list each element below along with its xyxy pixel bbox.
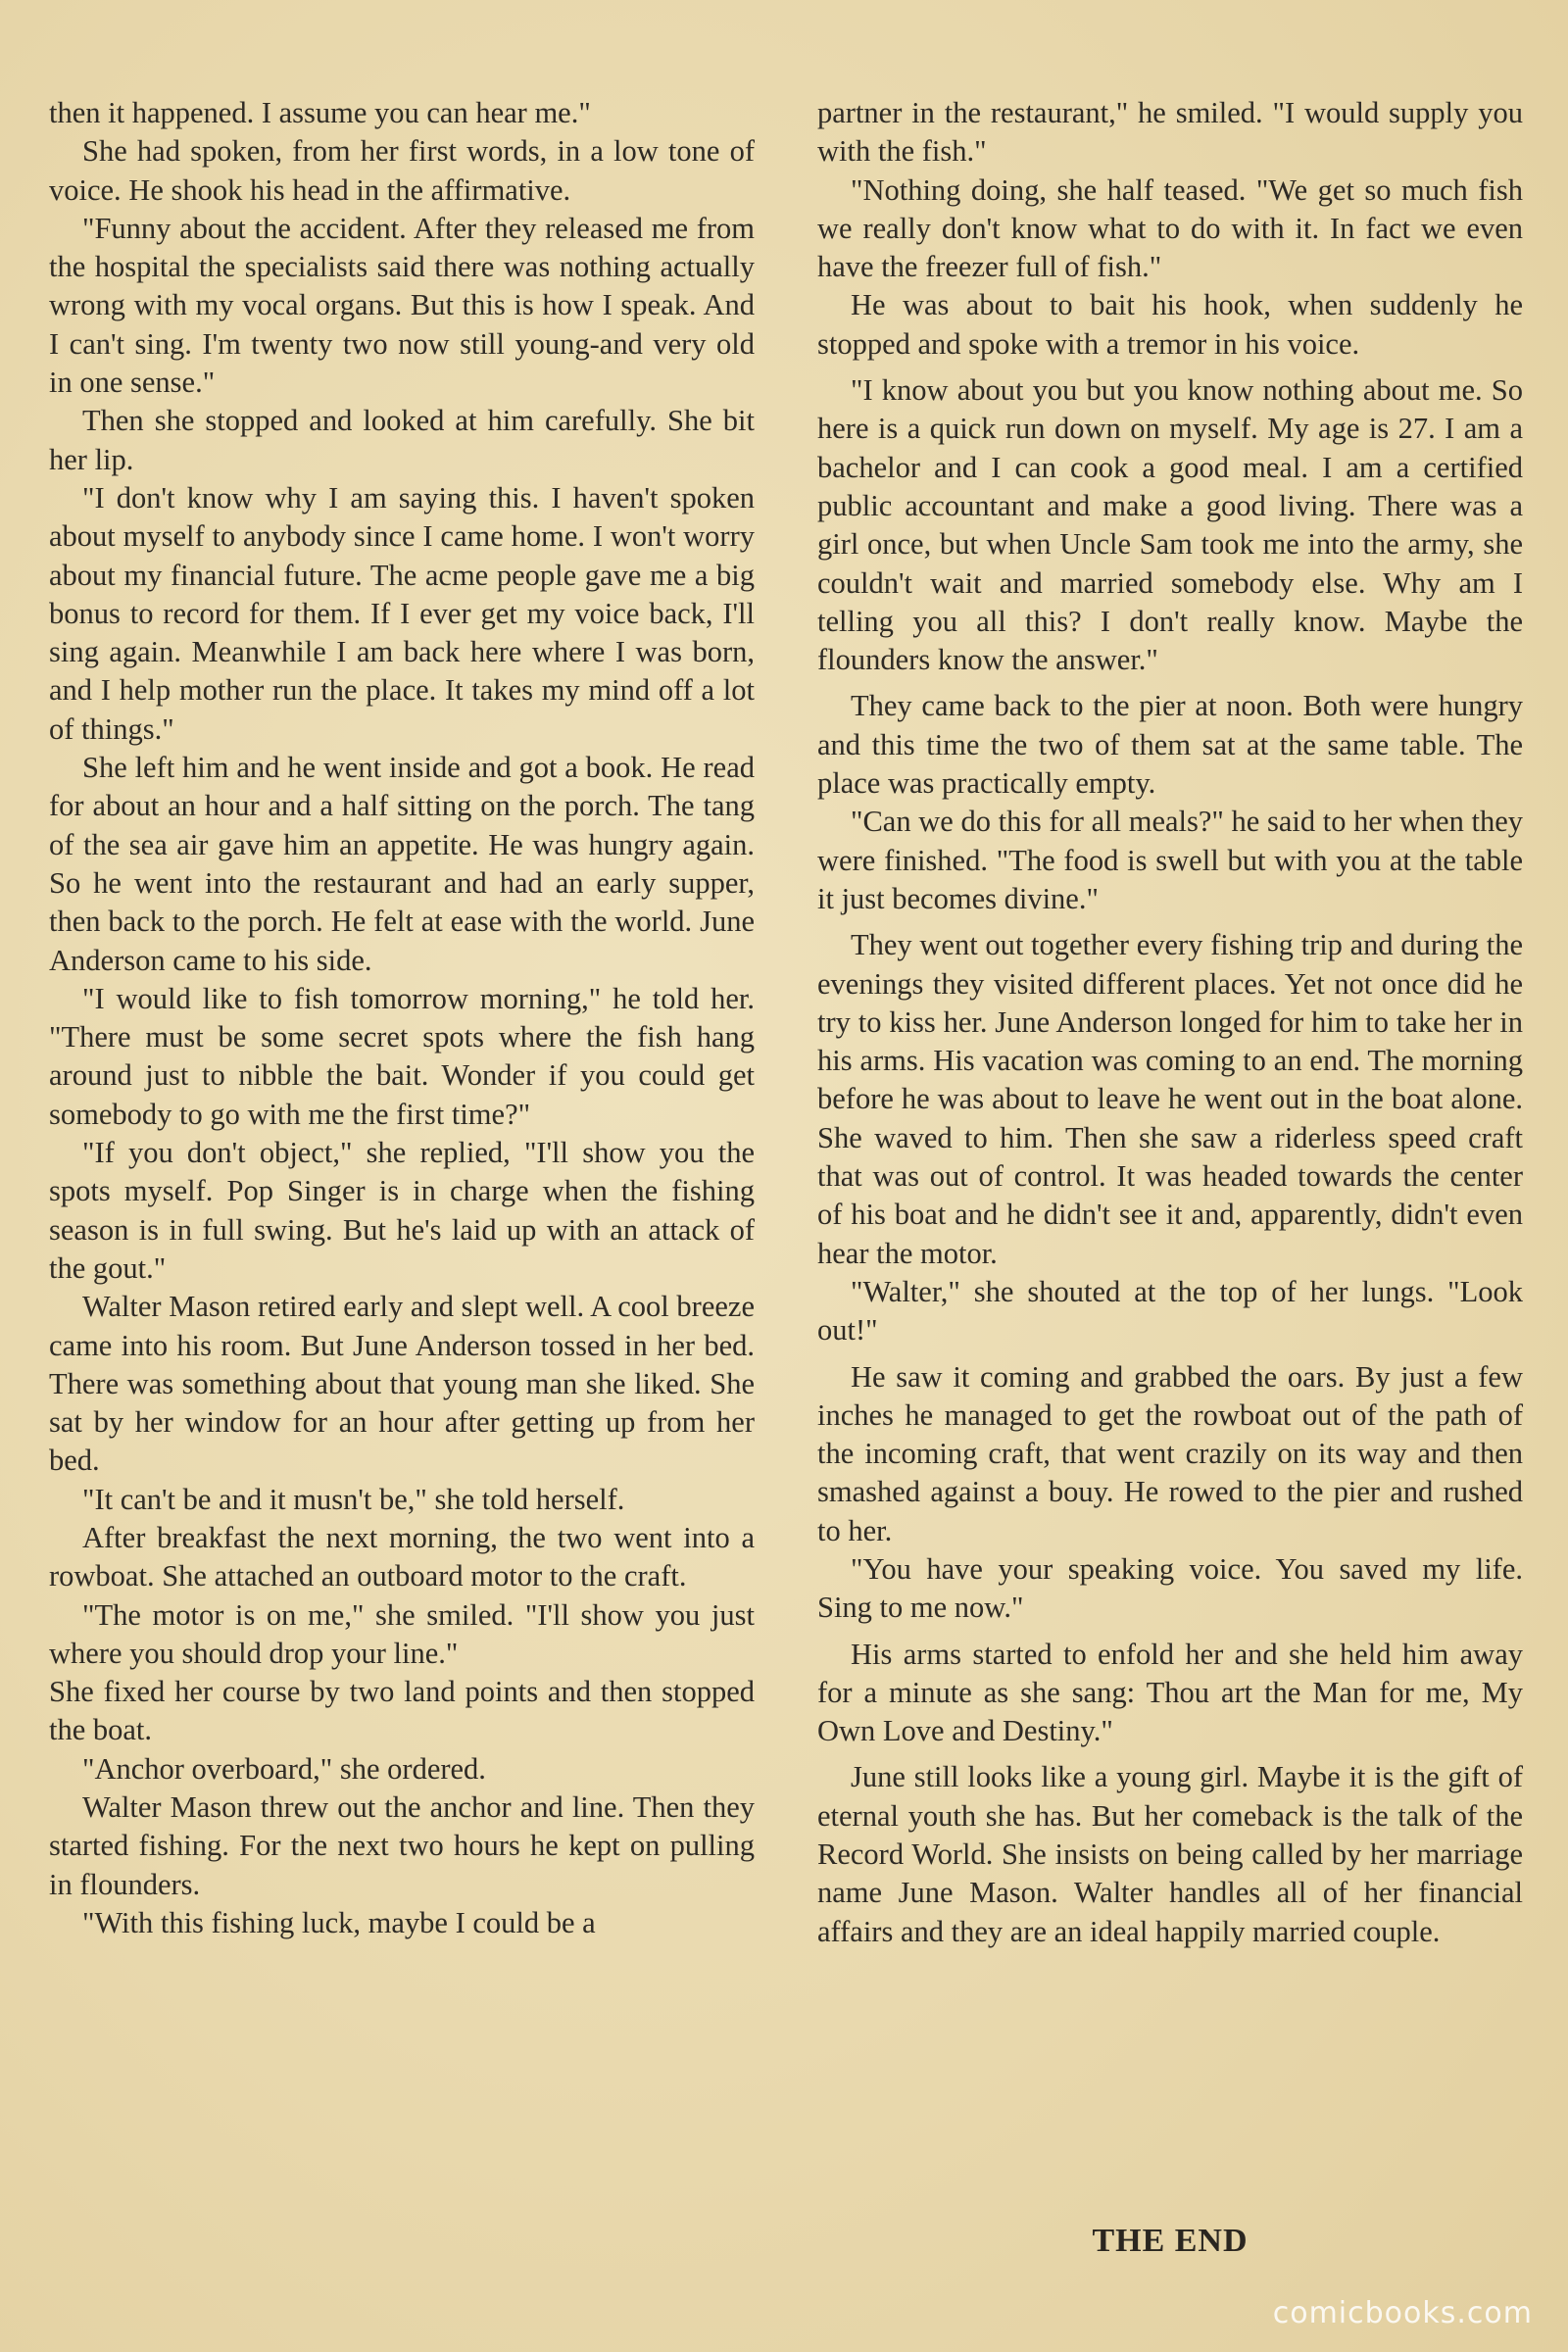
paragraph: She left him and he went inside and got a book. He read for about an hour and a half sitting on the porch. The tang of the sea air gave him an appetite. He was hungry again. So he went into the restaurant and had an early supper, then back to the porch. He felt at ease with the world. June Anderson came to his side. — [49, 751, 755, 977]
paragraph: They went out together every fishing trip and during the evenings they visited different places. Yet not once did he try to kiss her. June Anderson longed for him to take her in his arms. His vacation was coming to an end. The morning before he was about to leave he went out in the boat alone. She waved to him. Then she saw a riderless speed craft that was out of control. It was headed towards the center of his boat and he didn't see it and, apparently, didn't even hear the motor. — [817, 928, 1523, 1270]
paragraph: His arms started to enfold her and she held him away for a minute as she sang: Thou art the Man for me, My Own Love and Destiny." — [817, 1637, 1523, 1748]
paragraph: "I would like to fish tomorrow morning," he told her. "There must be some secret spots where the fish hang around just to nibble the bait. Wonder if you could get somebody to go with me the first time?" — [49, 981, 755, 1131]
paragraph: "You have your speaking voice. You saved my life. Sing to me now." — [817, 1551, 1523, 1625]
paragraph: They came back to the pier at noon. Both were hungry and this time the two of them sat at the same table. The place was practically empty. — [817, 689, 1523, 801]
paragraph: "Anchor overboard," she ordered. — [82, 1751, 486, 1786]
paragraph: then it happened. I assume you can hear me." — [49, 96, 591, 129]
paragraph: After breakfast the next morning, the two went into a rowboat. She attached an outboard motor to the craft. — [49, 1520, 755, 1593]
paragraph: "I don't know why I am saying this. I haven't spoken about myself to anybody since I came home. I won't worry about my financial future. The acme people gave me a big bonus to record for them. If I ever get my voice back, I'll sing again. Meanwhile I am back here where I was born, and I help mother run the place. It takes my mind off a lot of things." — [49, 480, 755, 746]
paragraph: "Nothing doing, she half teased. "We get so much fish we really don't know what to do with it. In fact we even have the freezer full of fish." — [817, 172, 1523, 284]
paragraph: She fixed her course by two land points and then stopped the boat. — [49, 1675, 755, 1747]
paragraph: "I know about you but you know nothing about me. So here is a quick run down on myself. My age is 27. I am a bachelor and I can cook a good meal. I am a certified public accountant and make a good living. There was a girl once, but when Uncle Sam took me into the army, she couldn't wait and married somebody else. Why am I telling you all this? I don't really know. Maybe the flounders know the answer." — [817, 373, 1523, 677]
paragraph: June still looks like a young girl. Maybe it is the gift of eternal youth she has. But her comeback is the talk of the Record World. She insists on being called by her marriage name June Mason. Walter handles all of her financial affairs and they are an ideal happily married couple. — [817, 1760, 1523, 1948]
paragraph: partner in the restaurant," he smiled. "I would supply you with the fish." — [817, 96, 1523, 169]
paragraph: Then she stopped and looked at him carefully. She bit her lip. — [49, 404, 755, 476]
paragraph: He saw it coming and grabbed the oars. By just a few inches he managed to get the rowboat out of the path of the incoming craft, that went crazily on its way and then smashed against a bouy. He rowed to the pier and rushed to her. — [817, 1359, 1523, 1547]
left-text-column — [49, 94, 755, 1942]
paragraph: "It can't be and it musn't be," she told herself. — [82, 1482, 625, 1516]
paragraph: He was about to bait his hook, when suddenly he stopped and spoke with a tremor in his voice. — [817, 288, 1523, 361]
paragraph: "With this fishing luck, maybe I could be a — [82, 1905, 596, 1939]
paragraph: "Walter," she shouted at the top of her lungs. "Look out!" — [817, 1274, 1523, 1348]
the-end-label: THE END — [1092, 2223, 1249, 2259]
paragraph: "The motor is on me," she smiled. "I'll show you just where you should drop your line." — [49, 1597, 755, 1670]
paragraph: "Can we do this for all meals?" he said to her when they were finished. "The food is swell but with you at the table it just becomes divine." — [817, 805, 1523, 915]
paragraph: Walter Mason threw out the anchor and line. Then they started fishing. For the next two hours he kept on pulling in flounders. — [49, 1790, 755, 1901]
paragraph: "Funny about the accident. After they released me from the hospital the specialists said there was nothing actually wrong with my vocal organs. But this is how I speak. And I can't sing. I'm twenty two now still young-and very old in one sense." — [49, 211, 755, 400]
paragraph: Walter Mason retired early and slept well. A cool breeze came into his room. But June Anderson tossed in her bed. There was something about that young man she liked. She sat by her window for an hour after getting up from her bed. — [49, 1290, 755, 1478]
right-text-column — [817, 94, 1523, 1951]
watermark-text: comicbooks.com — [1272, 2296, 1533, 2330]
paragraph: She had spoken, from her first words, in a low tone of voice. He shook his head in the affirmative. — [49, 134, 755, 207]
paragraph: "If you don't object," she replied, "I'll show you the spots myself. Pop Singer is in charge when the fishing season is in full swing. But he's laid up with an attack of the gout." — [49, 1136, 755, 1285]
